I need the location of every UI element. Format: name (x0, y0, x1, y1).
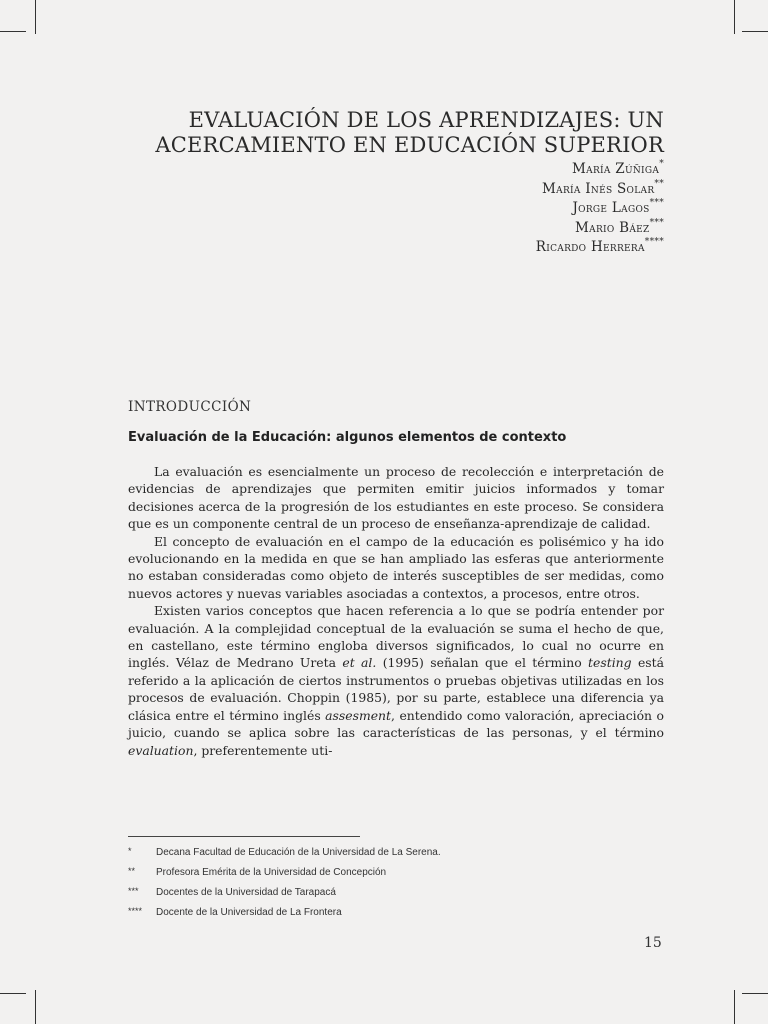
crop-mark (35, 0, 36, 34)
author-footnote-mark: **** (644, 237, 664, 247)
author (536, 238, 664, 258)
section-title: INTRODUCCIÓN (128, 399, 252, 415)
footnote (128, 903, 441, 923)
footnote-text: Profesora Emérita de la Universidad de Concepción (156, 867, 387, 878)
title-line: EVALUACIÓN DE LOS APRENDIZAJES: UN (188, 108, 664, 132)
footnote-mark: *** (128, 886, 139, 896)
paragraph-text: (1995) señalan que el término (376, 655, 589, 671)
subsection-title: Evaluación de la Educación: algunos elementos de contexto (128, 430, 567, 445)
footnote-text: Docente de la Universidad de La Frontera (156, 907, 342, 918)
author-footnote-mark: *** (649, 198, 664, 208)
paragraph-text: La evaluación es esencialmente un proceso de recolección e interpretación de evidencias de aprendizajes que permiten emitir juicios informados y tomar decisiones acerca de la progresión de los estudiantes en este proceso. Se considera que es un componente central de un proceso de enseñanza-aprendizaje de calidad. (128, 464, 664, 532)
footnote-text: Decana Facultad de Educación de la Universidad de La Serena. (156, 847, 441, 858)
crop-mark (742, 993, 768, 994)
author-footnote-mark: ** (654, 178, 664, 189)
footnote-mark: * (128, 846, 132, 856)
author-name: Jorge Lagos (572, 200, 650, 216)
paragraph-text: Existen varios conceptos que hacen referencia a lo que se podría entender por evaluación. A la complejidad conceptual de la evaluación se suma el hecho de que, en castellano, este término engloba diversos significados, lo cual no ocurre en inglés. Vélaz de Medrano Ureta (128, 603, 664, 671)
body-paragraph (128, 533, 664, 603)
author-footnote-mark: *** (649, 217, 664, 228)
paragraph-text: El concepto de evaluación en el campo de la educación es polisémico y ha ido evolucionando en la medida en que se han ampliado las esferas que anteriormente no estaban consideradas como objeto de interés susceptibles de ser medidas, como nuevos actores y nuevas variables asociadas a contextos, a procesos, entre otros. (128, 533, 664, 601)
author-list (536, 160, 664, 258)
article-title (120, 108, 664, 158)
author-name: María Inés Solar (542, 180, 655, 197)
body-text (128, 463, 664, 759)
author (536, 219, 664, 239)
author-name: María Zúñiga (572, 161, 660, 177)
paragraph-text: , entendido como valoración, apreciación o juicio, cuando se aplica sobre las características de las personas, y el término (128, 707, 664, 741)
italic-term: evaluation (128, 742, 194, 758)
title-line: ACERCAMIENTO EN EDUCACIÓN SUPERIOR (155, 133, 664, 157)
crop-mark (0, 993, 26, 994)
footnote-text: Docentes de la Universidad de Tarapacá (156, 887, 336, 898)
author-footnote-mark: * (659, 159, 664, 169)
author (536, 180, 664, 200)
paragraph-text: está referido a la aplicación de ciertos instrumentos o pruebas objetivas utilizadas en los procesos de evaluación. Choppin (1985), por su parte, establece una diferencia ya clásica entre el término inglés (128, 655, 665, 723)
footnote-mark: **** (128, 906, 143, 916)
crop-mark (742, 31, 768, 32)
footnote-rule (128, 836, 360, 837)
paragraph-text: , preferentemente uti- (193, 742, 333, 758)
crop-mark (0, 31, 26, 32)
body-paragraph (128, 463, 664, 533)
author-name: Mario Báez (575, 219, 650, 236)
footnotes (128, 843, 441, 923)
italic-term: et al. (342, 655, 377, 671)
footnote (128, 883, 441, 903)
crop-mark (734, 0, 735, 34)
author (536, 160, 664, 180)
crop-mark (734, 990, 735, 1024)
footnote (128, 863, 441, 883)
footnote-mark: ** (128, 866, 136, 876)
page-number: 15 (644, 935, 662, 951)
italic-term: testing (588, 655, 632, 671)
italic-term: assesment (325, 707, 392, 723)
author-name: Ricardo Herrera (535, 239, 645, 255)
author (536, 199, 664, 219)
footnote (128, 843, 441, 863)
body-paragraph (128, 602, 664, 759)
crop-mark (35, 990, 36, 1024)
